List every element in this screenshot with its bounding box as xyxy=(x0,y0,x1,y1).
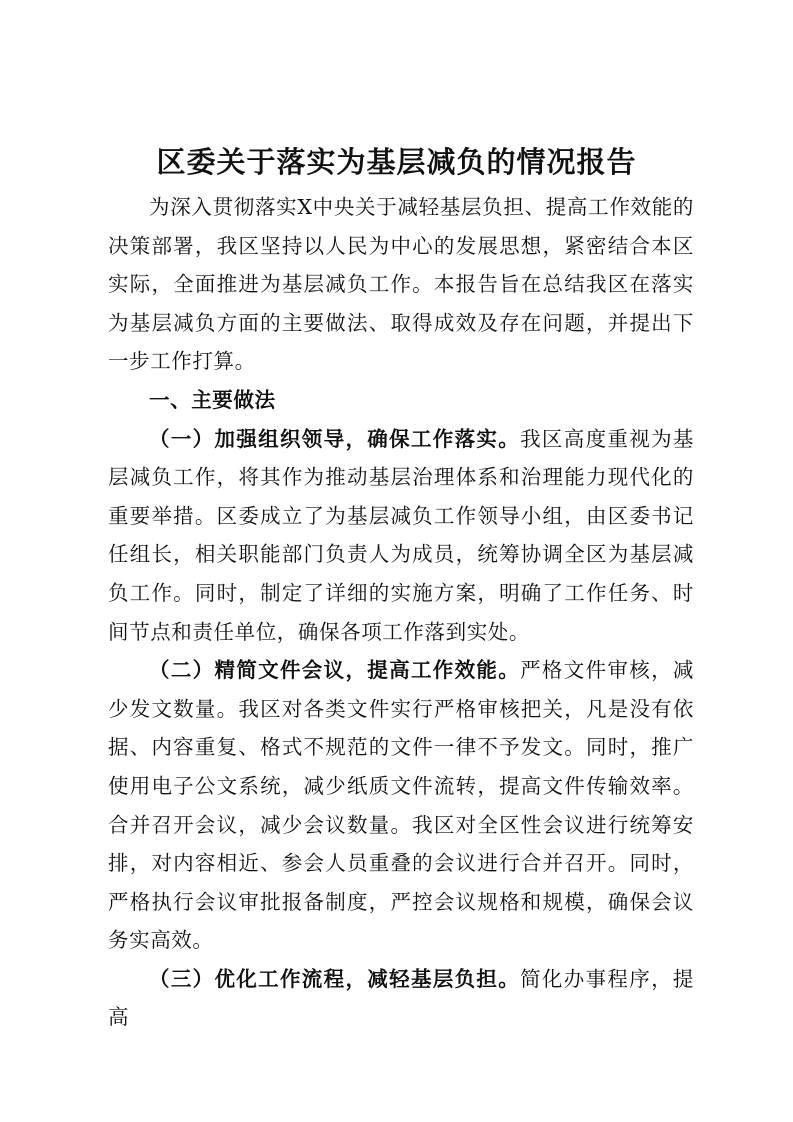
item-2-text: 严格文件审核，减少发文数量。我区对各类文件实行严格审核把关，凡是没有依据、内容重复、格式不规范的文件一律不予发文。同时，推广使用电子公文系统，减少纸质文件流转，提高文件传输效率。合并召开会议，减少会议数量。我区对全区性会议进行统筹安排，对内容相近、参会人员重叠的会议进行合并召开。同时，严格执行会议审批报备制度，严控会议规格和规模，确保会议务实高效。 xyxy=(108,658,694,953)
paragraph-item-3 xyxy=(108,960,694,1037)
paragraph-item-1 xyxy=(108,420,694,652)
item-1-lead: （一）加强组织领导，确保工作落实。 xyxy=(149,426,521,451)
section-heading-main-practices: 一、主要做法 xyxy=(149,387,276,412)
document-body xyxy=(108,188,694,1037)
item-2-lead: （二）精简文件会议，提高工作效能。 xyxy=(149,658,521,683)
item-3-text: 简化办事程序，提高 xyxy=(108,966,694,1030)
intro-paragraph: 为深入贯彻落实X中央关于减轻基层负担、提高工作效能的决策部署，我区坚持以人民为中心的发展思想，紧密结合本区实际，全面推进为基层减负工作。本报告旨在总结我区在落实为基层减负方面的主要做法、取得成效及存在问题，并提出下一步工作打算。 xyxy=(108,195,694,374)
document-title: 区委关于落实为基层减负的情况报告 xyxy=(156,145,637,179)
item-3-lead: （三）优化工作流程，减轻基层负担。 xyxy=(149,966,521,991)
paragraph-item-2 xyxy=(108,651,694,960)
item-1-text: 我区高度重视为基层减负工作，将其作为推动基层治理体系和治理能力现代化的重要举措。区委成立了为基层减负工作领导小组，由区委书记任组长，相关职能部门负责人为成员，统筹协调全区为基层减负工作。同时，制定了详细的实施方案，明确了工作任务、时间节点和责任单位，确保各项工作落到实处。 xyxy=(108,426,694,644)
